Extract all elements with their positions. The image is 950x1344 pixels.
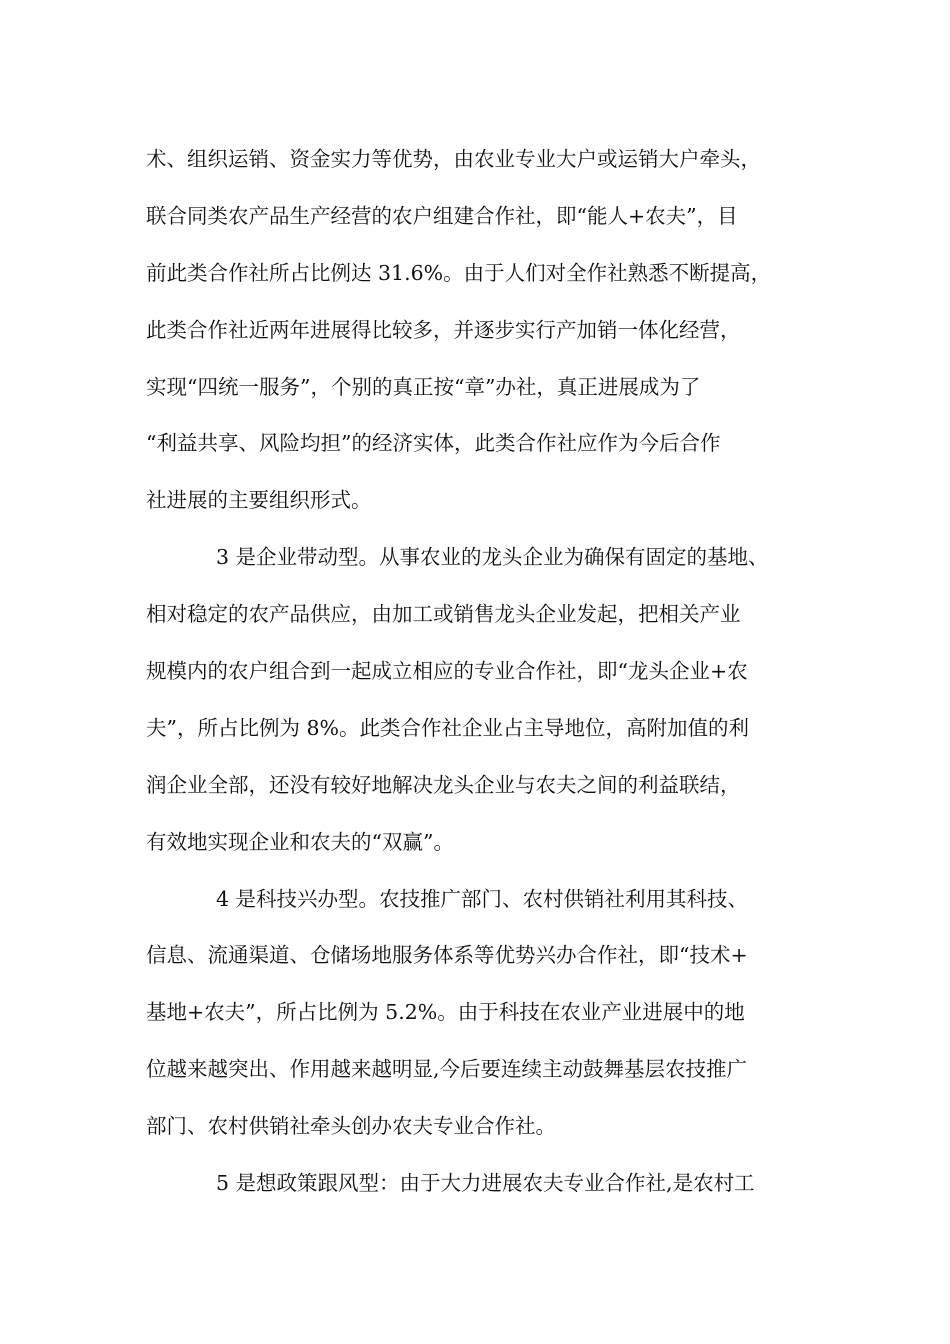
text-line: 术、组织运销、资金实力等优势，由农业专业大户或运销大户牵头，	[146, 147, 761, 171]
text-line: 润企业全部，还没有较好地解决龙头企业与农夫之间的利益联结，	[146, 772, 741, 797]
text-line: 有效地实现企业和农夫的“双赢”。	[146, 829, 454, 854]
text-line: 信息、流通渠道、仓储场地服务体系等优势兴办合作社，即“技术+	[146, 943, 748, 968]
text-line: 前此类合作社所占比例达 31.6%。由于人们对全作社熟悉不断提高，	[146, 260, 772, 285]
paragraph-start-line: 4 是科技兴办型。农技推广部门、农村供销社利用其科技、	[216, 886, 749, 911]
text-line: 部门、农村供销社牵头创办农夫专业合作社。	[146, 1114, 556, 1139]
text-line: 夫”，所占比例为 8%。此类合作社企业占主导地位，高附加值的利	[146, 715, 750, 740]
text-line: 位越来越突出、作用越来越明显,今后要连续主动鼓舞基层农技推广	[146, 1057, 748, 1082]
text-line: 实现“四统一服务”，个别的真正按“章”办社，真正进展成为了	[146, 374, 701, 399]
text-line: 联合同类农产品生产经营的农户组建合作社，即“能人+农夫”，目	[146, 203, 738, 228]
text-line: 此类合作社近两年进展得比较多，并逐步实行产加销一体化经营，	[146, 317, 741, 342]
text-line: 基地+农夫”，所占比例为 5.2%。由于科技在农业产业进展中的地	[146, 1000, 745, 1025]
text-line: 社进展的主要组织形式。	[146, 488, 372, 513]
paragraph-start-line: 5 是想政策跟风型：由于大力进展农夫专业合作社,是农村工	[216, 1171, 755, 1196]
text-line: 相对稳定的农产品供应，由加工或销售龙头企业发起，把相关产业	[146, 602, 741, 627]
text-line: “利益共享、风险均担”的经济实体，此类合作社应作为今后合作	[146, 431, 721, 456]
document-body	[146, 131, 806, 1212]
paragraph-start-line: 3 是企业带动型。从事农业的龙头企业为确保有固定的基地、	[216, 545, 769, 570]
text-line: 规模内的农户组合到一起成立相应的专业合作社，即“龙头企业+农	[146, 659, 748, 684]
